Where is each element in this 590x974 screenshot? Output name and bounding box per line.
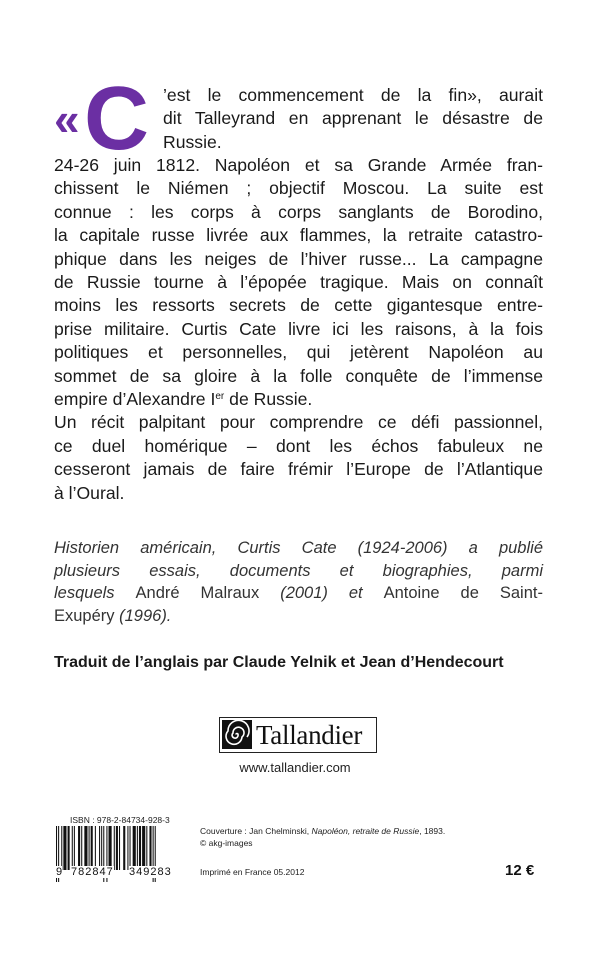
- barcode-bar: [99, 826, 100, 870]
- bio-line: plusieurs essais, documents et biographies, parmi: [54, 561, 543, 580]
- opening-line: dit Talleyrand en apprenant le désastre de: [163, 108, 543, 129]
- barcode-digit-first: 9: [56, 866, 63, 878]
- barcode-bar: [142, 826, 145, 870]
- bio-line: [54, 605, 543, 628]
- summary-text-fragment: de Russie.: [224, 389, 313, 410]
- barcode-bar: [63, 826, 66, 870]
- barcode-bar: [84, 826, 87, 870]
- opening-line: ’est le commencement de la fin», aurait: [163, 85, 543, 105]
- barcode-bar: [114, 826, 115, 870]
- summary-line: de Russie tourne à l’épopée tragique. Mais on connaît: [54, 272, 543, 293]
- barcode-bar: [139, 826, 141, 870]
- summary-line: connue : les corps à corps sanglants de Borodino,: [54, 201, 543, 222]
- bio-line: Historien américain, Curtis Cate (1924-2006) a publié: [54, 539, 543, 557]
- barcode-bar: [81, 826, 82, 870]
- opening-line: Russie.: [163, 131, 222, 152]
- barcode-bar: [119, 826, 120, 870]
- publisher-name: Tallandier: [256, 720, 363, 750]
- barcode-bar: [61, 826, 62, 870]
- barcode-bar: [72, 826, 73, 870]
- translator-credit: Traduit de l’anglais par Claude Yelnik et Jean d’Hendecourt: [54, 654, 504, 671]
- credit-fragment: Couverture : Jan Chelminski,: [200, 826, 312, 836]
- opening-text: [163, 84, 543, 154]
- summary-line: cesseront jamais de faire frémir l’Europe de l’Atlantique: [54, 459, 543, 480]
- barcode-bar: [116, 826, 118, 870]
- barcode-bar: [137, 826, 138, 870]
- summary-line: [54, 388, 543, 411]
- barcode-bar: [101, 826, 102, 870]
- barcode-bar: [68, 826, 70, 870]
- barcode-bar: [89, 826, 90, 870]
- drop-cap-letter: C: [84, 69, 149, 169]
- summary-line: 24-26 juin 1812. Napoléon et sa Grande Armée fran-: [54, 155, 543, 175]
- barcode-bar: [74, 826, 75, 870]
- barcode-digits-left: 782847: [71, 866, 114, 878]
- painting-title: Napoléon, retraite de Russie: [311, 826, 420, 836]
- barcode-bar: [146, 826, 147, 870]
- price: 12 €: [505, 862, 535, 879]
- book-title: André Malraux: [135, 584, 260, 602]
- bio-line: [54, 582, 543, 605]
- credit-fragment: , 1893.: [419, 826, 446, 836]
- summary-line: prise militaire. Curtis Cate livre ici les raisons, à la fois: [54, 318, 543, 339]
- summary-line: à l’Oural.: [54, 482, 125, 503]
- summary-line: ce duel homérique – dont les échos fabuleux ne: [54, 435, 543, 456]
- summary-line: sommet de sa gloire à la folle conquête de l’immense: [54, 365, 543, 386]
- barcode-digits-right: 349283: [129, 866, 172, 878]
- summary-line: chissent le Niémen ; objectif Moscou. La suite est: [54, 178, 543, 199]
- barcode-bar: [123, 826, 125, 870]
- summary-text: [54, 154, 543, 505]
- summary-line: Un récit palpitant pour comprendre ce défi passionnel,: [54, 412, 543, 433]
- barcode-bar: [91, 826, 93, 870]
- ordinal-superscript: er: [215, 391, 225, 403]
- summary-line: politiques et personnelles, qui jetèrent Napoléon au: [54, 342, 543, 363]
- drop-cap-quote: «: [54, 93, 80, 145]
- summary-line: moins les ressorts secrets de cette gigantesque entre-: [54, 295, 543, 316]
- barcode-bar: [78, 826, 80, 870]
- publisher-website: www.tallandier.com: [239, 760, 351, 775]
- bio-fragment: lesquels: [54, 584, 136, 602]
- barcode-bar: [149, 826, 151, 870]
- summary-text-fragment: empire d’Alexandre I: [54, 389, 216, 410]
- barcode-bar: [109, 826, 112, 870]
- drop-cap: [54, 69, 154, 169]
- author-bio: [54, 537, 543, 627]
- barcode-bar: [127, 826, 128, 870]
- summary-line: la capitale russe livrée aux flammes, la retraite catastro-: [54, 225, 543, 246]
- bio-fragment: (2001) et: [259, 584, 384, 602]
- copyright-line: © akg-images: [200, 838, 253, 848]
- spiral-emblem-icon: [222, 720, 252, 749]
- barcode-bar: [130, 826, 131, 870]
- summary-line: phique dans les neiges de l’hiver russe... La campagne: [54, 248, 543, 269]
- barcode-bar: [95, 826, 96, 870]
- printed-in: Imprimé en France 05.2012: [200, 867, 305, 877]
- bio-fragment: (1996).: [114, 606, 172, 625]
- cover-credits: [200, 825, 445, 849]
- barcode-bar: [133, 826, 136, 870]
- book-title: Antoine de Saint-: [383, 584, 543, 602]
- publisher-logo: [219, 717, 377, 753]
- cover-credit-line: [200, 825, 445, 837]
- isbn-label: ISBN : 978-2-84734-928-3: [70, 815, 170, 825]
- book-title: Exupéry: [54, 606, 115, 625]
